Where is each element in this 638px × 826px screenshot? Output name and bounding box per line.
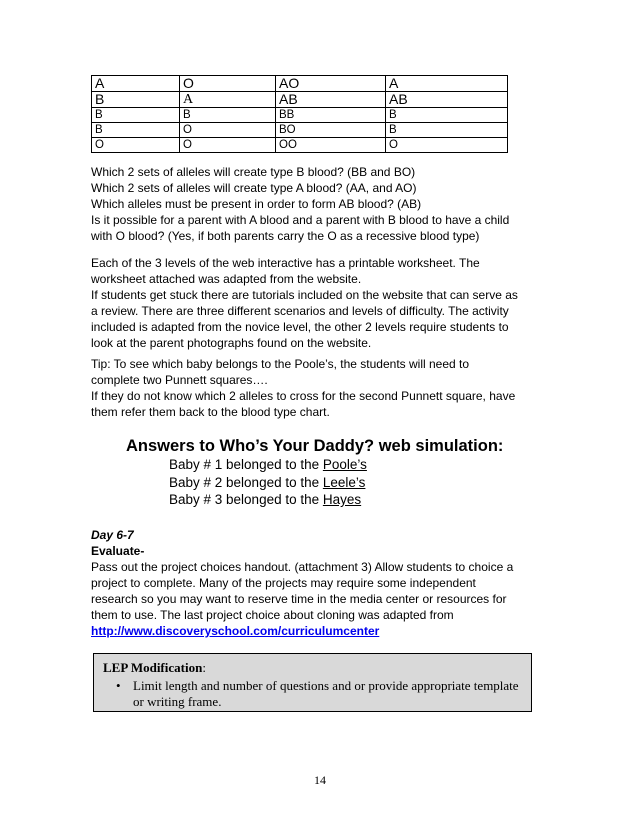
tip-paragraph — [91, 356, 541, 420]
text-line: Which 2 sets of alleles will create type A blood? (AA, and AO) — [91, 181, 417, 195]
day-heading: Day 6-7 — [91, 528, 134, 542]
table-cell: O — [386, 138, 508, 153]
table-row — [92, 123, 508, 138]
table-cell: B — [92, 92, 180, 108]
page-number: 14 — [314, 773, 326, 787]
answer-text: Baby # 2 belonged to the — [169, 474, 323, 490]
text-line: If they do not know which 2 alleles to cross for the second Punnett square, have — [91, 389, 516, 403]
text-line: Tip: To see which baby belongs to the Poole’s, the students will need to — [91, 357, 470, 371]
table-cell: AB — [386, 92, 508, 108]
blood-type-table — [91, 75, 508, 153]
answer-text: Baby # 1 belonged to the — [169, 457, 323, 472]
table-row — [92, 138, 508, 153]
table-cell: O — [180, 76, 276, 92]
text-line: worksheet attached was adapted from the website. — [91, 272, 362, 286]
table-cell: A — [92, 76, 180, 92]
table-cell: O — [180, 138, 276, 153]
text-line: a review. There are three different scenarios and levels of difficulty. The activity — [91, 304, 509, 318]
table-cell: B — [92, 123, 180, 138]
answers-list — [169, 456, 367, 509]
list-item — [169, 456, 367, 474]
text-line: look at the parent photographs found on the website. — [91, 336, 372, 350]
answer-text: Baby # 3 belonged to the — [169, 492, 323, 507]
evaluate-paragraph — [91, 559, 541, 639]
lep-title-colon: : — [202, 660, 206, 675]
family-name: Poole’s — [322, 457, 367, 472]
table-cell: BO — [276, 123, 386, 138]
text-line: included is adapted from the novice level, the other 2 levels require students to — [91, 320, 509, 334]
table-cell: B — [386, 123, 508, 138]
table-cell: A — [180, 92, 276, 108]
family-name: Hayes — [322, 492, 362, 507]
text-line: with O blood? (Yes, if both parents carry the O as a recessive blood type) — [91, 229, 480, 243]
table-cell: AO — [276, 76, 386, 92]
table-row — [92, 108, 508, 123]
table-cell: B — [180, 108, 276, 123]
text-line: Is it possible for a parent with A blood and a parent with B blood to have a child — [91, 213, 510, 227]
list-item — [169, 491, 367, 509]
text-line: them refer them back to the blood type chart. — [91, 405, 330, 419]
lep-modification-box — [93, 653, 532, 712]
list-item — [169, 474, 367, 492]
levels-paragraph — [91, 255, 541, 351]
text-line: Which 2 sets of alleles will create type B blood? (BB and BO) — [91, 165, 416, 179]
table-cell: O — [180, 123, 276, 138]
table-cell: B — [92, 108, 180, 123]
lep-title — [103, 660, 206, 676]
family-name: Leele’s — [322, 474, 366, 490]
lep-title-text: LEP Modification — [103, 660, 203, 675]
text-line: If students get stuck there are tutorials included on the website that can serve as — [91, 288, 518, 302]
table-row — [92, 76, 508, 92]
text-line: project to complete. Many of the projects may require some independent — [91, 576, 476, 590]
table-cell: A — [386, 76, 508, 92]
questions-paragraph — [91, 164, 541, 244]
text-line: Each of the 3 levels of the web interactive has a printable worksheet. The — [91, 256, 480, 270]
list-item: Limit length and number of questions and or provide appropriate template or writing frame. — [133, 678, 519, 709]
curriculum-center-link[interactable]: http://www.discoveryschool.com/curriculumcenter — [91, 624, 380, 638]
table-cell: BB — [276, 108, 386, 123]
text-line: them to use. The last project choice about cloning was adapted from — [91, 608, 454, 622]
table-row — [92, 92, 508, 108]
table-cell: O — [92, 138, 180, 153]
bullet-icon: • — [116, 678, 121, 693]
text-line: Which alleles must be present in order to form AB blood? (AB) — [91, 197, 422, 211]
evaluate-heading: Evaluate- — [91, 544, 145, 558]
table-cell: AB — [276, 92, 386, 108]
table-cell: OO — [276, 138, 386, 153]
text-line: Pass out the project choices handout. (attachment 3) Allow students to choice a — [91, 560, 514, 574]
table-cell: B — [386, 108, 508, 123]
text-line: complete two Punnett squares…. — [91, 373, 268, 387]
answers-heading: Answers to Who’s Your Daddy? web simulation: — [126, 437, 504, 455]
text-line: research so you may want to reserve time in the media center or resources for — [91, 592, 507, 606]
